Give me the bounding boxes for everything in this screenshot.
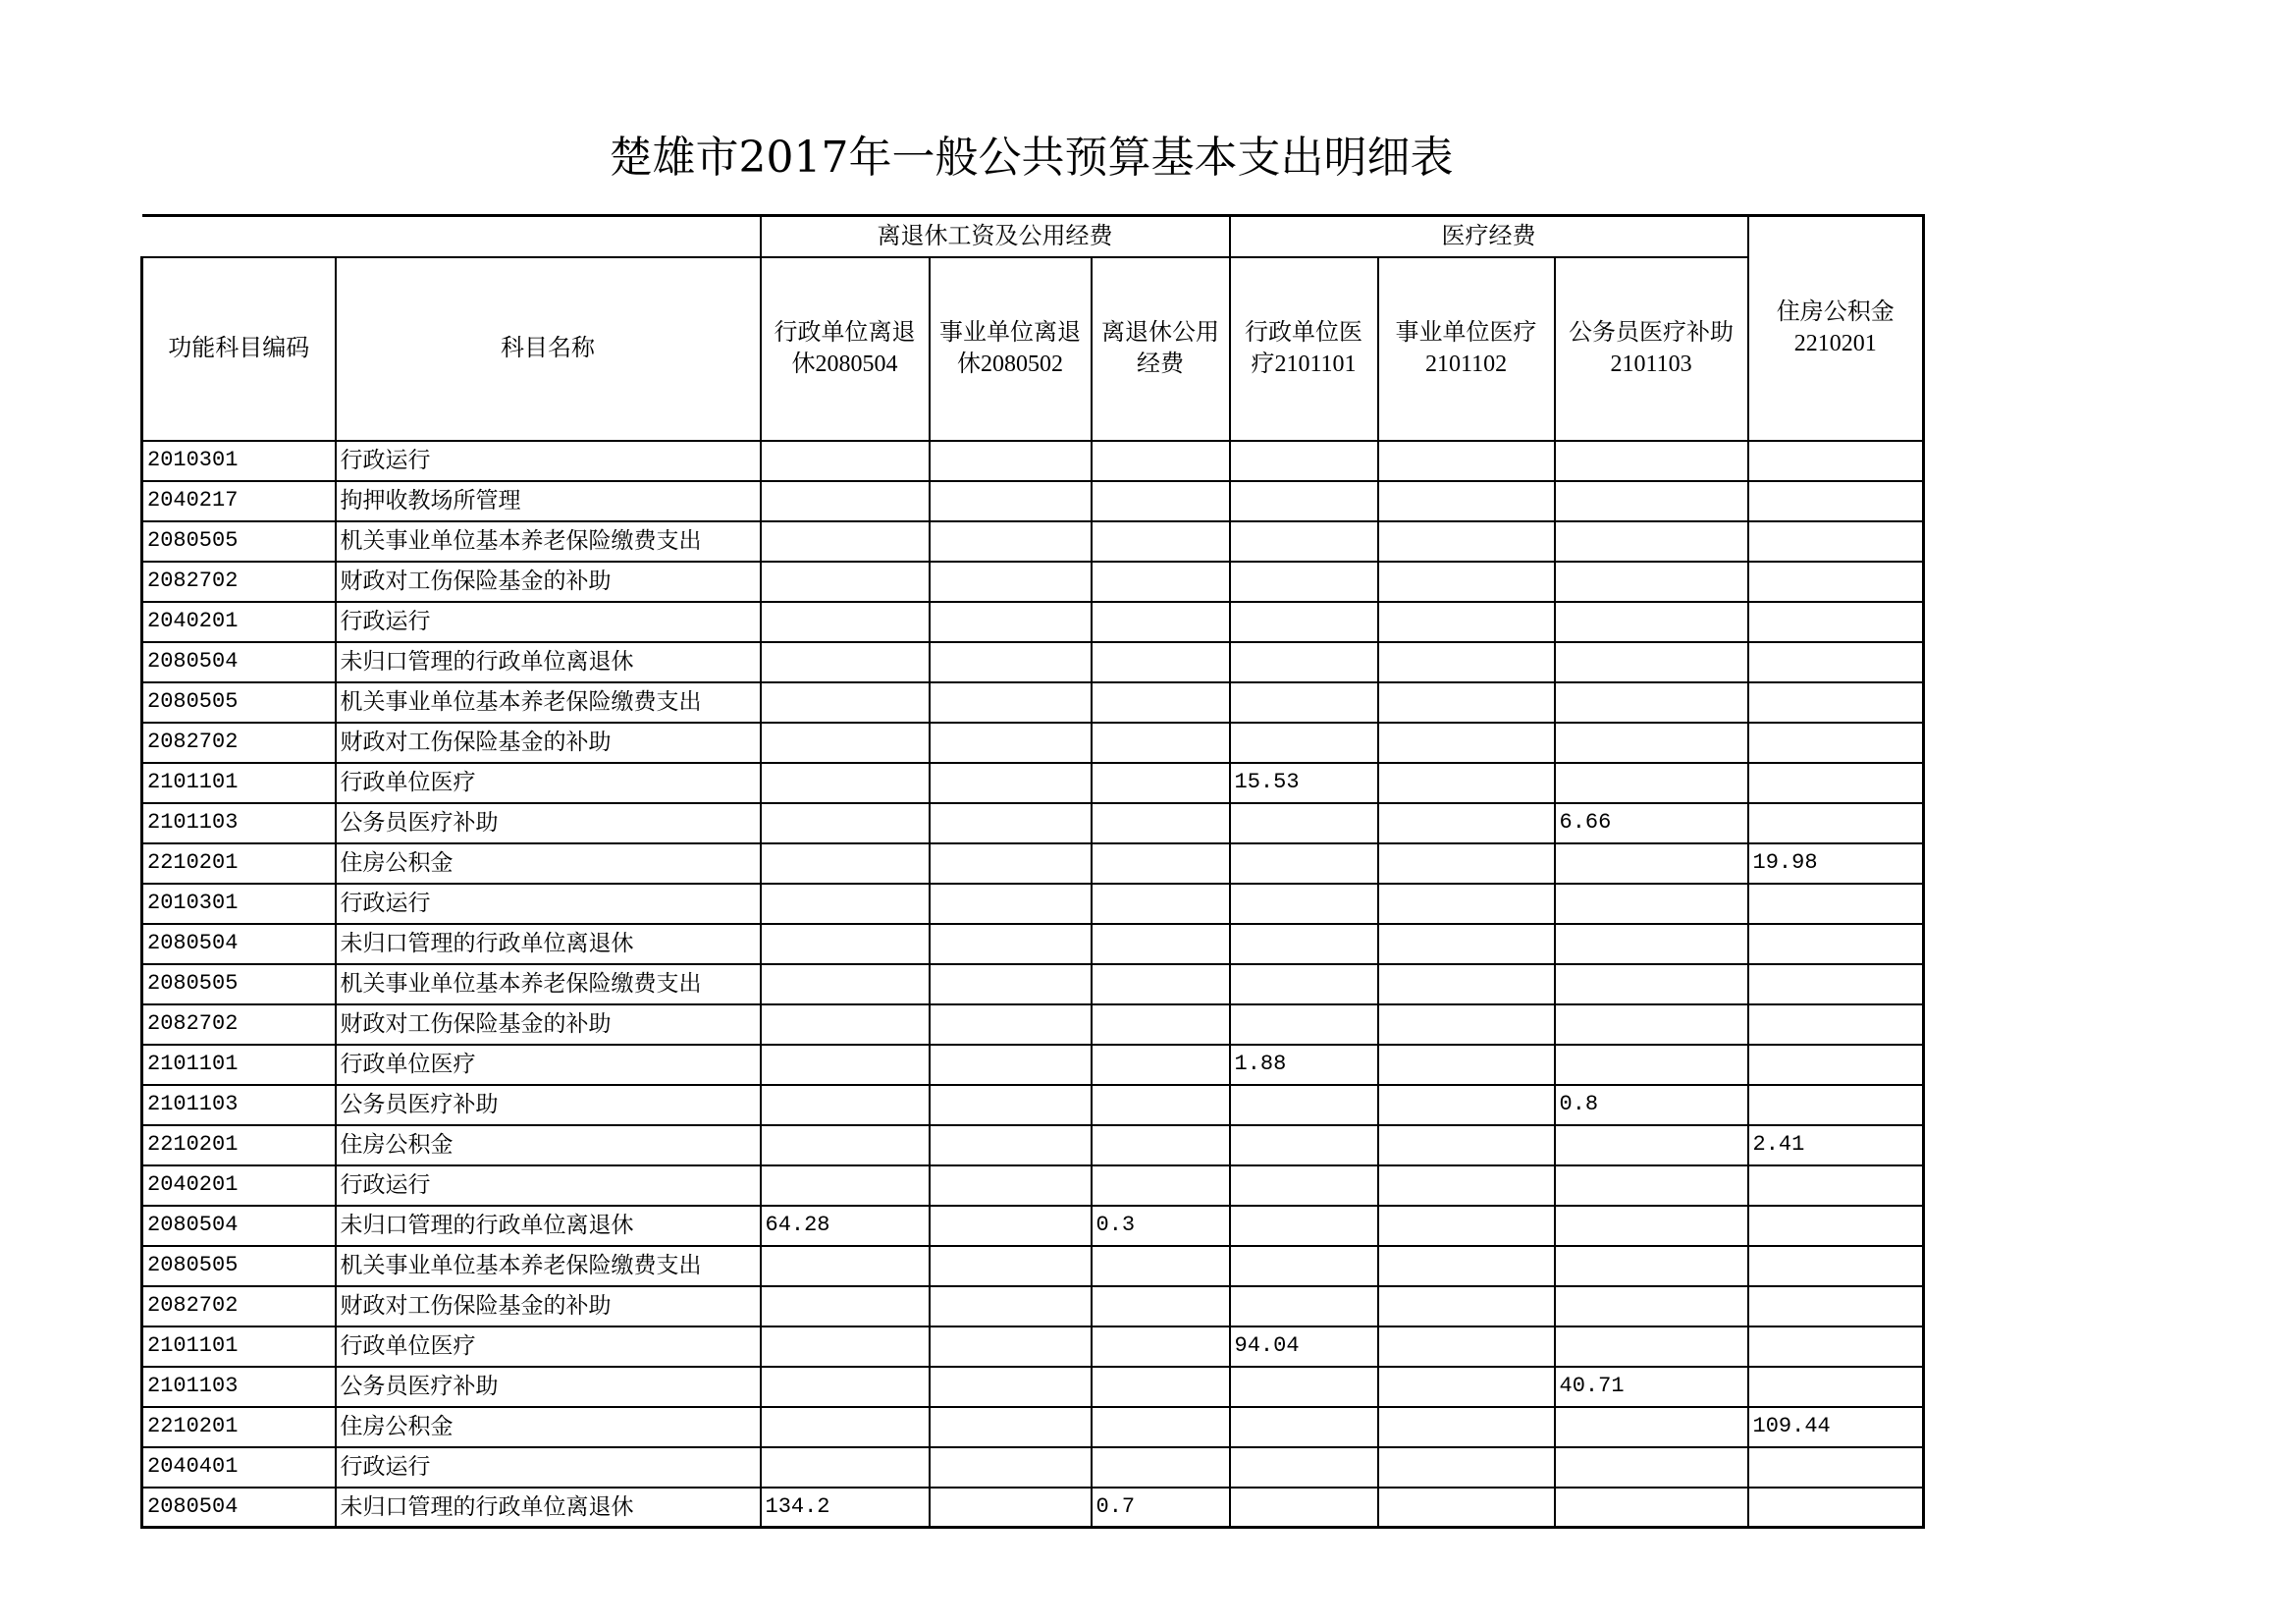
cell-code: 2210201 [142,1407,336,1447]
cell-med-admin: 1.88 [1230,1045,1378,1085]
cell-retire-inst [930,843,1092,884]
cell-name: 公务员医疗补助 [336,1085,761,1125]
table-row [142,521,1924,562]
cell-med-civil [1555,1326,1748,1367]
cell-retire-inst [930,1246,1092,1286]
cell-med-inst [1378,723,1555,763]
cell-code: 2080505 [142,521,336,562]
cell-med-civil [1555,964,1748,1004]
cell-code: 2080504 [142,1488,336,1528]
table-row [142,682,1924,723]
cell-name: 行政运行 [336,1165,761,1206]
table-row [142,1125,1924,1165]
cell-med-inst [1378,1085,1555,1125]
cell-med-inst [1378,924,1555,964]
cell-housing [1748,642,1924,682]
cell-retire-public [1092,602,1230,642]
cell-housing [1748,763,1924,803]
cell-med-civil [1555,763,1748,803]
cell-med-civil [1555,1286,1748,1326]
cell-retire-public [1092,1286,1230,1326]
header-col-retire-inst: 事业单位离退 休2080502 [930,257,1092,441]
cell-retire-public [1092,1125,1230,1165]
cell-med-admin [1230,924,1378,964]
table-row [142,924,1924,964]
cell-code: 2210201 [142,1125,336,1165]
cell-retire-inst [930,682,1092,723]
cell-retire-public [1092,763,1230,803]
cell-retire-admin [761,964,930,1004]
cell-med-civil [1555,602,1748,642]
cell-med-inst [1378,803,1555,843]
cell-med-inst [1378,1165,1555,1206]
cell-retire-public: 0.7 [1092,1488,1230,1528]
cell-retire-public [1092,441,1230,481]
cell-name: 机关事业单位基本养老保险缴费支出 [336,964,761,1004]
table-row [142,803,1924,843]
cell-retire-inst [930,1488,1092,1528]
budget-table [140,214,1925,1529]
cell-retire-inst [930,1004,1092,1045]
cell-retire-inst [930,481,1092,521]
cell-housing [1748,924,1924,964]
page-title: 楚雄市2017年一般公共预算基本支出明细表 [609,133,1454,183]
cell-code: 2101103 [142,1367,336,1407]
cell-retire-admin [761,763,930,803]
cell-med-admin [1230,441,1378,481]
cell-retire-admin [761,562,930,602]
table-row [142,1085,1924,1125]
cell-med-admin [1230,723,1378,763]
cell-retire-admin: 134.2 [761,1488,930,1528]
cell-retire-inst [930,1286,1092,1326]
cell-name: 公务员医疗补助 [336,803,761,843]
cell-housing [1748,481,1924,521]
cell-retire-admin [761,723,930,763]
cell-retire-admin [761,1367,930,1407]
cell-med-admin [1230,521,1378,562]
cell-code: 2101101 [142,1326,336,1367]
cell-code: 2082702 [142,1286,336,1326]
cell-housing [1748,1286,1924,1326]
cell-med-inst [1378,1045,1555,1085]
cell-housing [1748,1488,1924,1528]
cell-med-inst [1378,1125,1555,1165]
cell-med-admin [1230,1206,1378,1246]
cell-retire-inst [930,803,1092,843]
cell-retire-public [1092,1407,1230,1447]
header-col-housing-fund: 住房公积金 2210201 [1748,216,1924,441]
cell-med-inst [1378,1447,1555,1488]
cell-retire-public [1092,521,1230,562]
cell-code: 2082702 [142,1004,336,1045]
cell-name: 机关事业单位基本养老保险缴费支出 [336,682,761,723]
cell-code: 2101103 [142,803,336,843]
cell-retire-inst [930,602,1092,642]
cell-retire-admin [761,521,930,562]
cell-code: 2080504 [142,924,336,964]
cell-med-civil [1555,1004,1748,1045]
cell-med-civil [1555,1488,1748,1528]
cell-retire-inst [930,964,1092,1004]
cell-retire-inst [930,1206,1092,1246]
cell-retire-public: 0.3 [1092,1206,1230,1246]
cell-retire-inst [930,763,1092,803]
cell-code: 2080505 [142,964,336,1004]
header-blank-corner [142,216,761,257]
cell-retire-admin [761,642,930,682]
cell-retire-admin [761,1246,930,1286]
cell-med-inst [1378,964,1555,1004]
table-row [142,441,1924,481]
cell-housing: 109.44 [1748,1407,1924,1447]
cell-name: 财政对工伤保险基金的补助 [336,1286,761,1326]
cell-med-civil [1555,441,1748,481]
cell-retire-public [1092,1004,1230,1045]
cell-retire-admin [761,1085,930,1125]
cell-med-inst [1378,1206,1555,1246]
table-row [142,1286,1924,1326]
cell-retire-inst [930,1447,1092,1488]
cell-med-civil [1555,1246,1748,1286]
cell-med-civil [1555,1206,1748,1246]
cell-code: 2080505 [142,682,336,723]
cell-retire-public [1092,1165,1230,1206]
header-col-retire-public: 离退休公用 经费 [1092,257,1230,441]
cell-housing [1748,1085,1924,1125]
cell-retire-public [1092,924,1230,964]
cell-code: 2082702 [142,562,336,602]
cell-retire-admin [761,803,930,843]
table-row [142,1367,1924,1407]
table-row [142,723,1924,763]
cell-retire-inst [930,521,1092,562]
cell-housing [1748,602,1924,642]
cell-med-civil [1555,1165,1748,1206]
cell-housing [1748,1165,1924,1206]
cell-housing [1748,682,1924,723]
cell-med-inst [1378,1286,1555,1326]
cell-med-civil [1555,924,1748,964]
cell-med-inst [1378,481,1555,521]
cell-housing [1748,1206,1924,1246]
cell-name: 行政运行 [336,884,761,924]
cell-med-admin [1230,803,1378,843]
header-col-med-admin: 行政单位医 疗2101101 [1230,257,1378,441]
cell-code: 2080504 [142,642,336,682]
cell-med-civil [1555,682,1748,723]
cell-retire-public [1092,884,1230,924]
cell-retire-public [1092,1085,1230,1125]
table-row [142,602,1924,642]
cell-name: 未归口管理的行政单位离退休 [336,1488,761,1528]
cell-code: 2101103 [142,1085,336,1125]
cell-retire-public [1092,1045,1230,1085]
cell-retire-public [1092,642,1230,682]
cell-retire-public [1092,1367,1230,1407]
cell-code: 2040401 [142,1447,336,1488]
cell-retire-public [1092,843,1230,884]
cell-housing [1748,1367,1924,1407]
table-row [142,642,1924,682]
cell-med-admin [1230,843,1378,884]
cell-retire-admin [761,924,930,964]
cell-housing [1748,1004,1924,1045]
cell-retire-inst [930,1125,1092,1165]
cell-med-civil [1555,1407,1748,1447]
cell-housing [1748,964,1924,1004]
cell-name: 财政对工伤保险基金的补助 [336,1004,761,1045]
cell-retire-public [1092,964,1230,1004]
table-header [142,216,1924,441]
header-col-med-civil: 公务员医疗补助 2101103 [1555,257,1748,441]
table-row [142,1407,1924,1447]
table-row [142,1004,1924,1045]
cell-retire-admin [761,1326,930,1367]
cell-med-inst [1378,521,1555,562]
cell-retire-admin [761,843,930,884]
cell-med-civil [1555,642,1748,682]
cell-retire-inst [930,723,1092,763]
cell-med-admin [1230,1246,1378,1286]
cell-med-civil [1555,562,1748,602]
cell-med-inst [1378,1488,1555,1528]
cell-med-admin: 15.53 [1230,763,1378,803]
cell-retire-public [1092,723,1230,763]
cell-med-inst [1378,562,1555,602]
table-row [142,562,1924,602]
table-row [142,1246,1924,1286]
table-row [142,481,1924,521]
cell-retire-public [1092,481,1230,521]
cell-med-civil [1555,1125,1748,1165]
cell-name: 住房公积金 [336,843,761,884]
cell-code: 2210201 [142,843,336,884]
cell-med-inst [1378,441,1555,481]
cell-name: 行政运行 [336,441,761,481]
table-row [142,1165,1924,1206]
cell-retire-public [1092,1246,1230,1286]
cell-retire-admin: 64.28 [761,1206,930,1246]
cell-retire-admin [761,602,930,642]
cell-housing [1748,1447,1924,1488]
cell-name: 机关事业单位基本养老保险缴费支出 [336,521,761,562]
cell-med-admin [1230,1085,1378,1125]
cell-med-inst [1378,1367,1555,1407]
cell-retire-admin [761,1045,930,1085]
cell-med-inst [1378,884,1555,924]
cell-med-civil [1555,1447,1748,1488]
cell-name: 未归口管理的行政单位离退休 [336,642,761,682]
header-row-groups [142,216,1924,257]
cell-name: 未归口管理的行政单位离退休 [336,924,761,964]
table-row [142,1206,1924,1246]
cell-housing [1748,1246,1924,1286]
cell-med-admin [1230,1125,1378,1165]
cell-med-admin [1230,1488,1378,1528]
cell-med-admin [1230,1004,1378,1045]
cell-housing [1748,723,1924,763]
table-row [142,1488,1924,1528]
cell-med-admin [1230,642,1378,682]
cell-retire-inst [930,1085,1092,1125]
header-col-med-inst: 事业单位医疗 2101102 [1378,257,1555,441]
cell-med-civil [1555,521,1748,562]
cell-retire-admin [761,682,930,723]
cell-retire-admin [761,1447,930,1488]
cell-retire-admin [761,1407,930,1447]
cell-retire-inst [930,441,1092,481]
cell-med-civil [1555,1045,1748,1085]
cell-housing: 19.98 [1748,843,1924,884]
cell-med-inst [1378,602,1555,642]
header-row-columns [142,257,1924,441]
cell-med-admin [1230,884,1378,924]
cell-retire-public [1092,562,1230,602]
cell-retire-inst [930,642,1092,682]
cell-retire-inst [930,1045,1092,1085]
cell-housing: 2.41 [1748,1125,1924,1165]
cell-housing [1748,441,1924,481]
cell-med-admin [1230,1407,1378,1447]
cell-housing [1748,562,1924,602]
cell-name: 未归口管理的行政单位离退休 [336,1206,761,1246]
cell-housing [1748,1326,1924,1367]
cell-name: 住房公积金 [336,1407,761,1447]
cell-code: 2080505 [142,1246,336,1286]
cell-med-admin [1230,682,1378,723]
table-body [142,441,1924,1528]
header-col-retire-admin: 行政单位离退 休2080504 [761,257,930,441]
cell-med-civil [1555,884,1748,924]
cell-code: 2010301 [142,441,336,481]
cell-housing [1748,1045,1924,1085]
cell-retire-admin [761,1286,930,1326]
header-col-name: 科目名称 [336,257,761,441]
table-row [142,884,1924,924]
cell-name: 财政对工伤保险基金的补助 [336,723,761,763]
cell-med-inst [1378,682,1555,723]
cell-med-inst [1378,1407,1555,1447]
cell-name: 拘押收教场所管理 [336,481,761,521]
cell-med-civil [1555,723,1748,763]
header-group-retirement: 离退休工资及公用经费 [761,216,1230,257]
cell-code: 2101101 [142,1045,336,1085]
cell-retire-public [1092,682,1230,723]
cell-med-inst [1378,642,1555,682]
cell-med-civil: 40.71 [1555,1367,1748,1407]
cell-name: 行政单位医疗 [336,1045,761,1085]
cell-med-admin [1230,1447,1378,1488]
cell-med-civil: 6.66 [1555,803,1748,843]
cell-med-inst [1378,763,1555,803]
cell-name: 公务员医疗补助 [336,1367,761,1407]
cell-med-admin [1230,1367,1378,1407]
cell-retire-public [1092,1447,1230,1488]
cell-name: 机关事业单位基本养老保险缴费支出 [336,1246,761,1286]
cell-med-inst [1378,1246,1555,1286]
cell-med-civil [1555,843,1748,884]
cell-retire-admin [761,481,930,521]
cell-med-inst [1378,1326,1555,1367]
table-row [142,763,1924,803]
cell-name: 行政运行 [336,1447,761,1488]
cell-retire-public [1092,1326,1230,1367]
cell-retire-inst [930,562,1092,602]
header-group-medical: 医疗经费 [1230,216,1748,257]
cell-med-inst [1378,843,1555,884]
cell-med-admin: 94.04 [1230,1326,1378,1367]
cell-code: 2040201 [142,1165,336,1206]
cell-name: 财政对工伤保险基金的补助 [336,562,761,602]
cell-housing [1748,803,1924,843]
header-col-code: 功能科目编码 [142,257,336,441]
cell-med-admin [1230,481,1378,521]
cell-name: 住房公积金 [336,1125,761,1165]
table-row [142,1045,1924,1085]
cell-code: 2040201 [142,602,336,642]
cell-name: 行政单位医疗 [336,1326,761,1367]
cell-code: 2040217 [142,481,336,521]
cell-retire-inst [930,1407,1092,1447]
cell-med-civil: 0.8 [1555,1085,1748,1125]
table-row [142,964,1924,1004]
cell-retire-admin [761,1125,930,1165]
cell-code: 2082702 [142,723,336,763]
cell-code: 2010301 [142,884,336,924]
cell-retire-inst [930,884,1092,924]
cell-code: 2101101 [142,763,336,803]
cell-retire-admin [761,884,930,924]
cell-retire-admin [761,1165,930,1206]
cell-code: 2080504 [142,1206,336,1246]
cell-med-admin [1230,1165,1378,1206]
cell-name: 行政单位医疗 [336,763,761,803]
cell-med-civil [1555,481,1748,521]
cell-med-inst [1378,1004,1555,1045]
cell-med-admin [1230,602,1378,642]
cell-retire-public [1092,803,1230,843]
cell-housing [1748,521,1924,562]
cell-retire-admin [761,441,930,481]
cell-retire-inst [930,1165,1092,1206]
table-row [142,1447,1924,1488]
cell-med-admin [1230,562,1378,602]
cell-med-admin [1230,1286,1378,1326]
cell-retire-inst [930,924,1092,964]
cell-retire-admin [761,1004,930,1045]
cell-housing [1748,884,1924,924]
cell-med-admin [1230,964,1378,1004]
cell-name: 行政运行 [336,602,761,642]
table-row [142,843,1924,884]
cell-retire-inst [930,1367,1092,1407]
cell-retire-inst [930,1326,1092,1367]
table-row [142,1326,1924,1367]
